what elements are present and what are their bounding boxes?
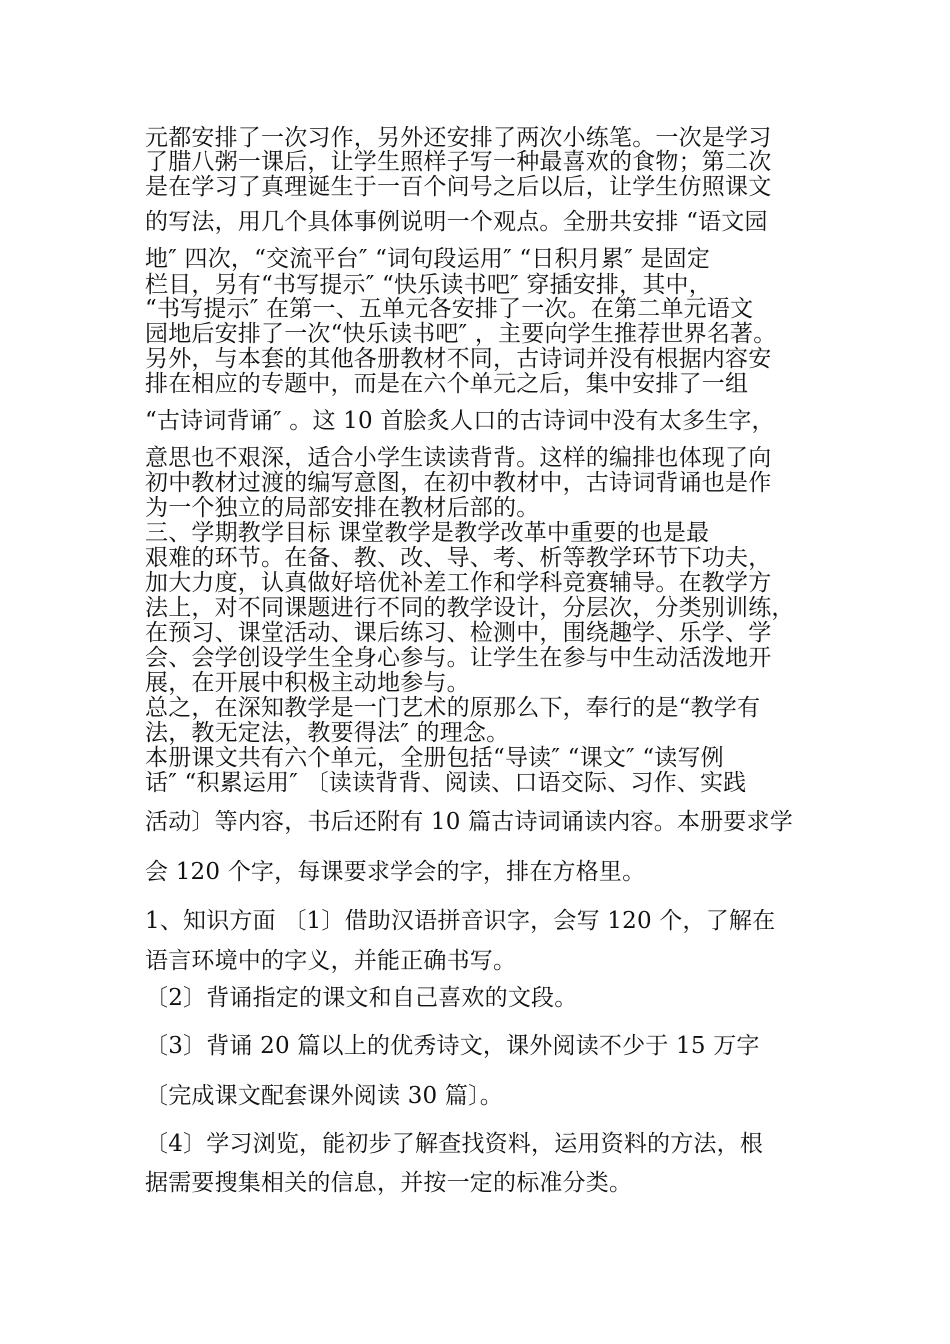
text-line: 〔完成课文配套课外阅读 30 篇〕。	[145, 1083, 503, 1109]
text-line: 总之，在深知教学是一门艺术的原那么下，奉行的是“教学有	[145, 695, 761, 721]
text-line: 栏目，另有“书写提示″ “快乐读书吧″ 穿插安排，其中，	[145, 272, 712, 298]
text-line: 展，在开展中积极主动地参与。	[145, 670, 470, 696]
text-line: 法，教无定法，教要得法″ 的理念。	[145, 720, 510, 746]
text-line: 法上，对不同课题进行不同的教学设计，分层次，分类别训练，	[145, 595, 795, 621]
text-line: 〔4〕学习浏览，能初步了解查找资料，运用资料的方法，根	[145, 1131, 764, 1157]
text-line: “古诗词背诵″ 。这 10 首脍炙人口的古诗词中没有太多生字，	[145, 408, 775, 434]
text-line: 为一个独立的局部安排在教材后部的。	[145, 495, 540, 521]
text-line: 加大力度，认真做好培优补差工作和学科竞赛辅导。在教学方	[145, 570, 772, 596]
text-line: 〔2〕背诵指定的课文和自己喜欢的文段。	[145, 985, 578, 1011]
text-line: 元都安排了一次习作，另外还安排了两次小练笔。一次是学习	[145, 125, 772, 151]
text-line: 本册课文共有六个单元，全册包括“导读″ “课文″ “读写例	[145, 745, 724, 771]
text-line: 排在相应的专题中，而是在六个单元之后，集中安排了一组	[145, 371, 749, 397]
text-line: 园地后安排了一次“快乐读书吧″ ，主要向学生推荐世界名著。	[145, 321, 777, 347]
text-line: 三、学期教学目标 课堂教学是教学改革中重要的也是最	[145, 520, 710, 546]
text-line: 艰难的环节。在备、教、改、导、考、析等教学环节下功夫，	[145, 545, 772, 571]
text-line: 据需要搜集相关的信息，并按一定的标准分类。	[145, 1170, 633, 1196]
text-line: 活动〕等内容，书后还附有 10 篇古诗词诵读内容。本册要求学	[145, 809, 793, 835]
text-line: 〔3〕背诵 20 篇以上的优秀诗文，课外阅读不少于 15 万字	[145, 1033, 760, 1059]
text-line: 1、知识方面 〔1〕借助汉语拼音识字，会写 120 个，了解在	[145, 908, 776, 934]
text-line: 了腊八粥一课后，让学生照样子写一种最喜欢的食物；第二次	[145, 149, 772, 175]
text-line: 会 120 个字，每课要求学会的字，排在方格里。	[145, 859, 646, 885]
text-line: 会、会学创设学生全身心参与。让学生在参与中生动活泼地开	[145, 645, 772, 671]
text-line: “书写提示″ 在第一、五单元各安排了一次。在第二单元语文	[145, 296, 754, 322]
text-line: 话″ “积累运用″ 〔读读背背、阅读、口语交际、习作、实践	[145, 770, 747, 796]
text-line: 是在学习了真理诞生于一百个问号之后以后，让学生仿照课文	[145, 174, 772, 200]
text-line: 初中教材过渡的编写意图，在初中教材中，古诗词背诵也是作	[145, 470, 772, 496]
text-line: 意思也不艰深，适合小学生读读背背。这样的编排也体现了向	[145, 445, 772, 471]
text-line: 地″ 四次，“交流平台″ “词句段运用″ “日积月累″ 是固定	[145, 246, 711, 272]
text-line: 在预习、课堂活动、课后练习、检测中，围绕趣学、乐学、学	[145, 620, 772, 646]
text-line: 的写法，用几个具体事例说明一个观点。全册共安排 “语文园	[145, 209, 768, 235]
text-line: 语言环境中的字义，并能正确书写。	[145, 948, 517, 974]
text-line: 另外，与本套的其他各册教材不同，古诗词并没有根据内容安	[145, 346, 772, 372]
